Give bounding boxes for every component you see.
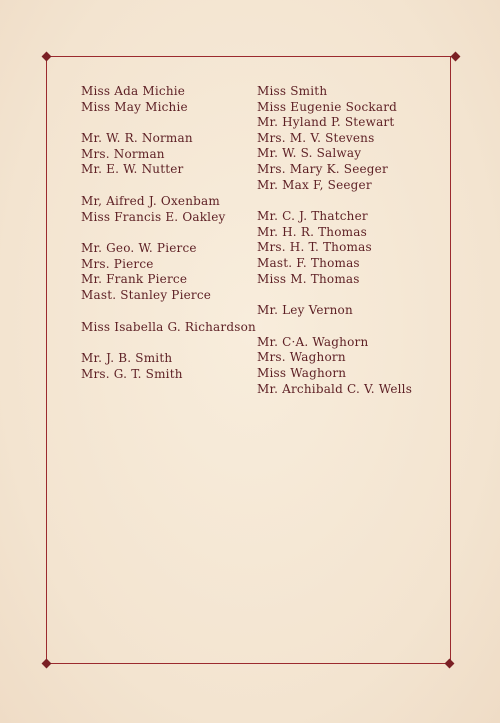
passenger-group (81, 241, 256, 303)
passenger-name: Mr. Geo. W. Pierce (81, 241, 197, 256)
passenger-name: Mrs. Waghorn (257, 350, 346, 365)
passenger-name: Mast. F. Thomas (257, 255, 360, 270)
passenger-name: Mr. H. R. Thomas (257, 224, 367, 239)
passenger-name: Mr. C·A. Waghorn (257, 334, 369, 349)
passenger-group (81, 84, 256, 115)
passenger-name: Mrs. M. V. Stevens (257, 130, 375, 145)
passenger-name: Mr. W. S. Salway (257, 146, 362, 161)
passenger-name: Miss M. Thomas (257, 271, 360, 286)
passenger-group (81, 351, 256, 382)
corner-ornament-bottom-right (445, 659, 455, 669)
passenger-group (81, 320, 256, 336)
passenger-name: Miss Eugenie Sockard (257, 99, 398, 114)
passenger-name: Mrs. Mary K. Seeger (257, 161, 388, 176)
passenger-name: Mrs. H. T. Thomas (257, 240, 372, 255)
corner-ornament-bottom-left (42, 659, 52, 669)
passenger-name: Mr. Max F, Seeger (257, 177, 372, 192)
passenger-group (81, 194, 256, 225)
passenger-group (257, 335, 412, 397)
passenger-name: Miss May Michie (81, 99, 188, 114)
passenger-name: Mr. Frank Pierce (81, 272, 188, 287)
passenger-name: Miss Isabella G. Richardson (81, 319, 256, 334)
passenger-name: Mr. J. B. Smith (81, 351, 173, 366)
passenger-group (257, 303, 412, 319)
passenger-list-right-column (257, 84, 412, 413)
passenger-name: Miss Smith (257, 84, 328, 98)
passenger-name: Miss Waghorn (257, 365, 347, 380)
passenger-name: Mr. C. J. Thatcher (257, 209, 368, 224)
passenger-name: Mr, Aifred J. Oxenbam (81, 193, 220, 208)
passenger-name: Mrs. G. T. Smith (81, 366, 183, 381)
passenger-group (257, 84, 412, 193)
passenger-name: Mr. E. W. Nutter (81, 162, 184, 177)
passenger-name: Mr. Ley Vernon (257, 303, 353, 318)
corner-ornament-top-right (451, 52, 461, 62)
passenger-group (257, 209, 412, 287)
passenger-name: Mast. Stanley Pierce (81, 287, 212, 302)
border-top-rule (47, 56, 455, 57)
border-right-rule (450, 56, 451, 664)
passenger-name: Mrs. Pierce (81, 256, 154, 271)
passenger-group (81, 131, 256, 178)
passenger-name: Mr. W. R. Norman (81, 131, 193, 146)
border-bottom-rule (47, 663, 450, 664)
corner-ornament-top-left (42, 52, 52, 62)
passenger-name: Mr. Archibald C. V. Wells (257, 381, 413, 396)
passenger-name: Mr. Hyland P. Stewart (257, 115, 395, 130)
passenger-name: Miss Francis E. Oakley (81, 209, 226, 224)
passenger-name: Miss Ada Michie (81, 84, 186, 98)
passenger-list-left-column (81, 84, 256, 398)
border-left-rule (46, 56, 47, 664)
passenger-name: Mrs. Norman (81, 146, 165, 161)
